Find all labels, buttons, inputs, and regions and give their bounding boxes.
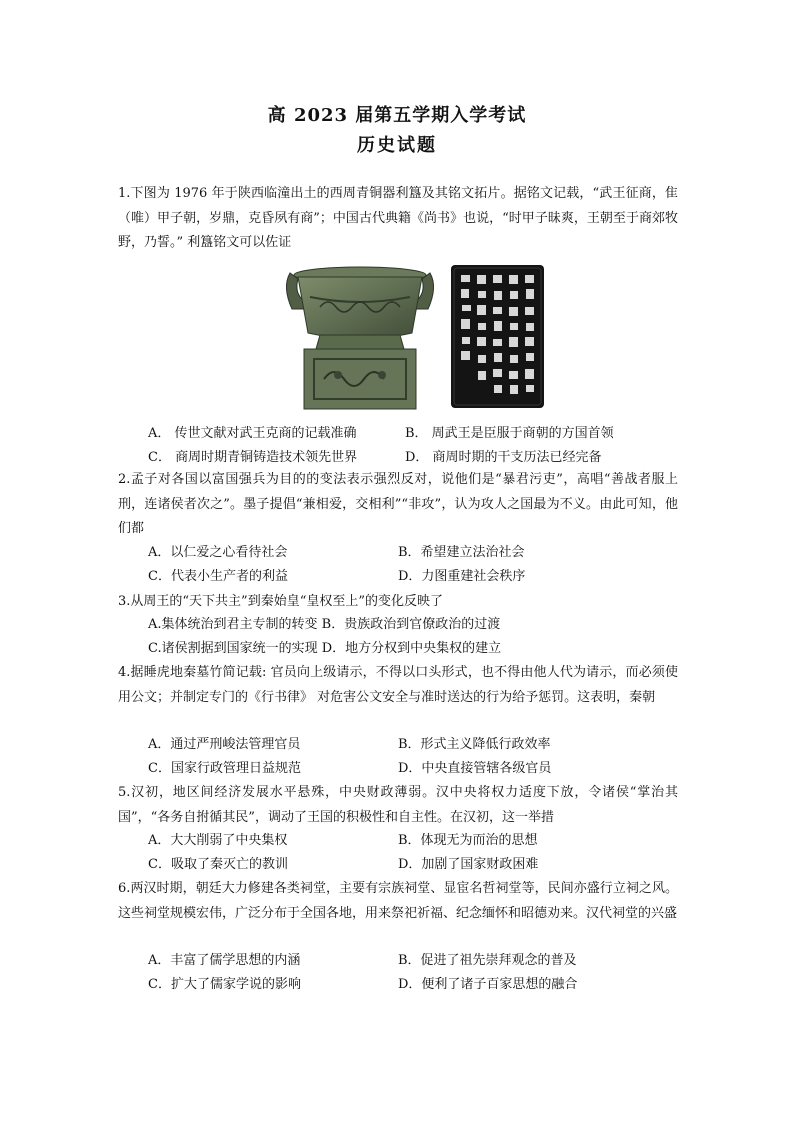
question-5-stem: 5.汉初，地区间经济发展水平悬殊，中央财政薄弱。汉中央将权力适度下放，令诸侯“掌治其国”，“各务自拊循其民”，调动了王国的积极性和自主性。在汉初，这一举措 [118, 785, 678, 825]
question-5-option-a[interactable]: A．大大削弱了中央集权 [148, 833, 288, 848]
question-1-stem: 1.下图为 1976 年于陕西临潼出土的西周青铜器利簋及其铭文拓片。据铭文记载，“武王征商，隹（唯）甲子朝，岁鼎，克昏夙有商”；中国古代典籍《尚书》也说，“时甲子昧爽，王朝至于商郊牧野，乃誓。” 利簋铭文可以佐证 [118, 186, 678, 250]
question-6-option-c[interactable]: C．扩大了儒家学说的影响 [148, 977, 301, 992]
question-6-option-b[interactable]: B．促进了祖先崇拜观念的普及 [398, 953, 577, 968]
question-4-option-a[interactable]: A．通过严刑峻法管理官员 [148, 737, 301, 752]
question-2-stem: 2.孟子对各国以富国强兵为目的的变法表示强烈反对，说他们是“暴君污吏”，高唱“善战者服上刑，连诸侯者次之”。墨子提倡“兼相爱，交相利”“非攻”，认为攻人之国最为不义。由此可知，他们都 [118, 472, 678, 536]
question-4-option-c[interactable]: C．国家行政管理日益规范 [148, 761, 301, 776]
question-5-option-c[interactable]: C．吸取了秦灭亡的教训 [148, 857, 288, 872]
question-1-option-c[interactable]: C． 商周时期青铜铸造技术领先世界 [148, 450, 358, 465]
question-1-option-a[interactable]: A． 传世文献对武王克商的记载准确 [148, 426, 357, 441]
exam-title: 高 2023 届第五学期入学考试 [267, 105, 527, 126]
question-2-option-b[interactable]: B．希望建立法治社会 [398, 545, 525, 560]
question-2-option-c[interactable]: C．代表小生产者的利益 [148, 569, 288, 584]
question-3-options-row-1[interactable]: A.集体统治到君主专制的转变 B．贵族政治到官僚政治的过渡 [148, 617, 501, 632]
question-2-option-a[interactable]: A．以仁爱之心看待社会 [148, 545, 288, 560]
question-5-option-d[interactable]: D．加剧了国家财政困难 [398, 857, 539, 872]
question-3-options-row-2[interactable]: C.诸侯割据到国家统一的实现 D．地方分权到中央集权的建立 [148, 641, 502, 656]
question-1-option-d[interactable]: D． 商周时期的干支历法已经完备 [405, 450, 602, 465]
exam-subject-title: 历史试题 [357, 135, 437, 156]
question-2-option-d[interactable]: D．力图重建社会秩序 [398, 569, 526, 584]
question-4-option-d[interactable]: D．中央直接管辖各级官员 [398, 761, 552, 776]
question-4-option-b[interactable]: B．形式主义降低行政效率 [398, 737, 551, 752]
question-3-stem: 3.从周王的“天下共主”到秦始皇“皇权至上”的变化反映了 [118, 594, 443, 609]
inscription-rubbing-image [451, 265, 544, 408]
question-6-option-a[interactable]: A．丰富了儒学思想的内涵 [148, 953, 301, 968]
bronze-gui-vessel-image [280, 263, 440, 411]
question-6-option-d[interactable]: D．便利了诸子百家思想的融合 [398, 977, 578, 992]
question-1-option-b[interactable]: B． 周武王是臣服于商朝的方国首领 [405, 426, 614, 441]
question-6-stem: 6.两汉时期，朝廷大力修建各类祠堂，主要有宗族祠堂、显宦名哲祠堂等，民间亦盛行立祠之风。这些祠堂规模宏伟，广泛分布于全国各地，用来祭祀祈福、纪念缅怀和昭德劝来。汉代祠堂的兴盛 [118, 881, 678, 921]
question-4-stem: 4.据睡虎地秦墓竹简记载: 官员向上级请示，不得以口头形式，也不得由他人代为请示，而必须使用公文；并制定专门的《行书律》 对危害公文安全与准时送达的行为给予惩罚。这表明，秦朝 [118, 665, 678, 705]
question-5-option-b[interactable]: B．体现无为而治的思想 [398, 833, 538, 848]
